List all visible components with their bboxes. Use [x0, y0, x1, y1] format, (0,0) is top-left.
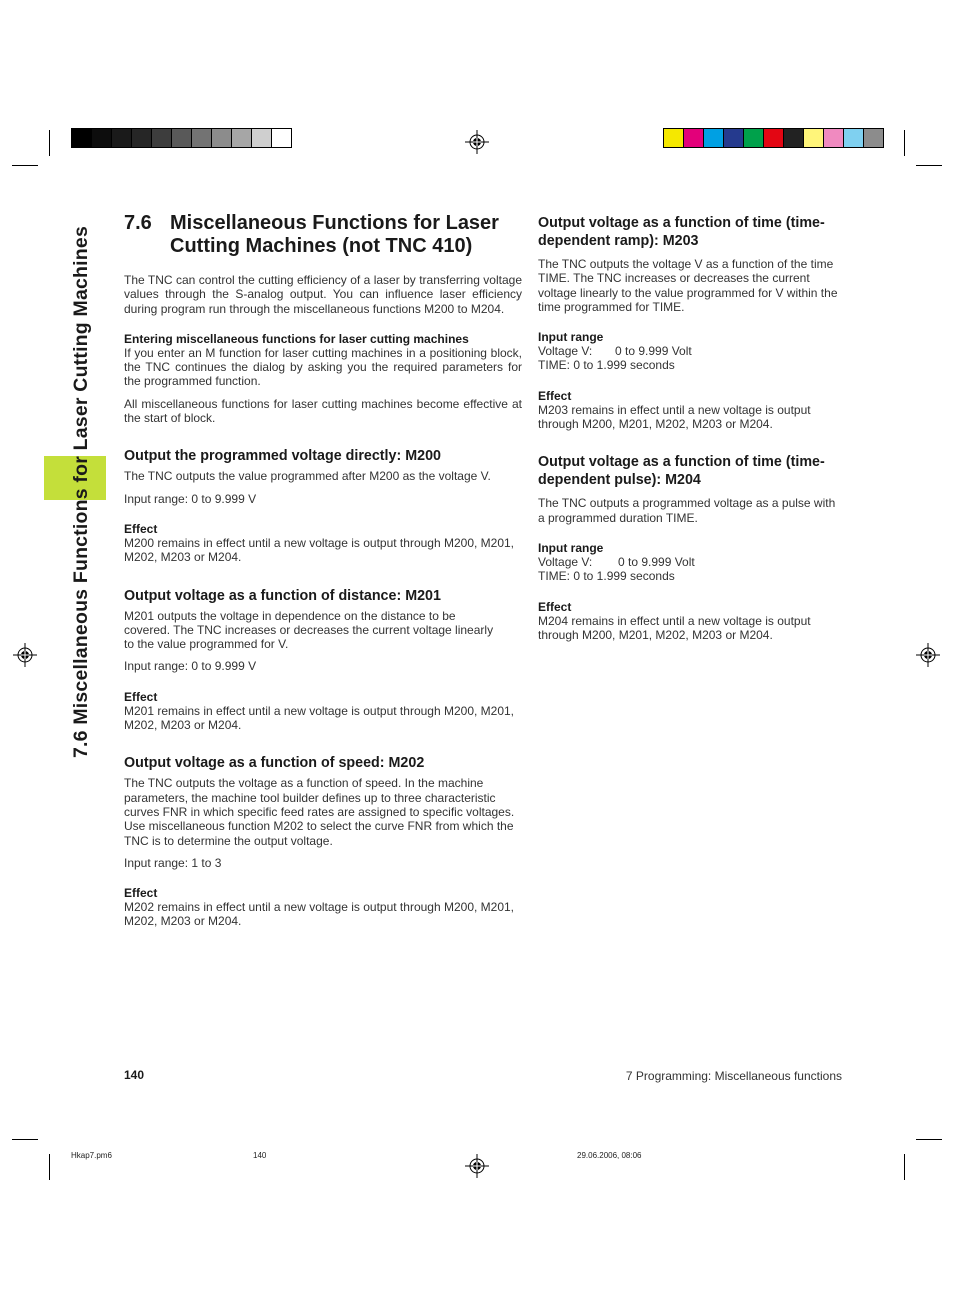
m202-range: Input range: 1 to 3: [124, 855, 222, 870]
m203-effect: M203 remains in effect until a new voltage is output through M200, M201, M202, M203 or M204.: [538, 402, 811, 432]
crop-mark: [49, 130, 50, 156]
chapter-heading: [124, 212, 524, 258]
m203-text: The TNC outputs the voltage V as a function of the time TIME. The TNC increases or decreases the current voltage linearly to the value programmed for V within the time programmed for TIME.: [538, 257, 838, 314]
m204-time: TIME: 0 to 1.999 seconds: [538, 569, 675, 584]
color-swatch: [72, 129, 92, 147]
color-swatch: [724, 129, 744, 147]
m202-effect: M202 remains in effect until a new voltage is output through M200, M201, M202, M203 or M204.: [124, 900, 515, 929]
color-swatch: [192, 129, 212, 147]
color-swatch: [112, 129, 132, 147]
grayscale-color-bar: [71, 128, 292, 148]
color-swatch: [252, 129, 272, 147]
m201-text: M201 outputs the voltage in dependence on the distance to be covered. The TNC increases or decreases the current voltage linearly to the value programmed for V.: [124, 608, 494, 652]
registration-mark-icon: [465, 130, 489, 154]
color-swatch: [844, 129, 864, 147]
m204-voltage-key: Voltage V:: [538, 554, 593, 569]
m200-effect: M200 remains in effect until a new voltage is output through M200, M201, M202, M203 or M204.: [124, 535, 515, 565]
color-swatch: [704, 129, 724, 147]
color-swatch: [172, 129, 192, 147]
entering-paragraph: If you enter an M function for laser cutting machines in a positioning block, the TNC continues the dialog by asking you the required parameters for the programmed function.: [124, 345, 522, 389]
color-swatch: [684, 129, 704, 147]
color-swatch: [744, 129, 764, 147]
m201-range: Input range: 0 to 9.999 V: [124, 659, 257, 674]
m204-effect: M204 remains in effect until a new voltage is output through M200, M201, M202, M203 or M204.: [538, 613, 811, 642]
color-swatch: [664, 129, 684, 147]
slug-page: 140: [253, 1151, 267, 1160]
crop-mark: [916, 1139, 942, 1140]
crop-mark: [12, 165, 38, 166]
vertical-section-title: 7.6 Miscellaneous Functions for Laser Cutting Machines: [70, 226, 92, 758]
color-swatch: [764, 129, 784, 147]
crop-mark: [904, 130, 905, 156]
footer-section-title: 7 Programming: Miscellaneous functions: [625, 1069, 842, 1083]
crop-mark: [49, 1154, 50, 1180]
m201-heading: Output voltage as a function of distance: M201: [124, 587, 441, 604]
intro-paragraph: The TNC can control the cutting efficiency of a laser by transferring voltage values through the S-analog output. You can influence laser efficiency during program run through the miscellaneous functions M200 to M204.: [124, 273, 522, 316]
color-swatch: [212, 129, 232, 147]
crop-mark: [916, 165, 942, 166]
right-column: [538, 214, 844, 642]
color-swatch: [232, 129, 252, 147]
m200-heading: Output the programmed voltage directly: M200: [124, 448, 441, 465]
crop-mark: [12, 1139, 38, 1140]
m203-effect-label: Effect: [538, 388, 572, 403]
m204-voltage-row: [538, 555, 844, 569]
m204-effect-label: Effect: [538, 599, 572, 614]
registration-mark-icon: [916, 643, 940, 667]
m203-voltage-key: Voltage V:: [538, 344, 593, 359]
m200-range: Input range: 0 to 9.999 V: [124, 491, 257, 506]
page-number: 140: [124, 1068, 145, 1082]
crop-mark: [904, 1154, 905, 1180]
m203-range-label: Input range: [538, 330, 604, 345]
entering-heading: Entering miscellaneous functions for laser cutting machines: [124, 331, 469, 346]
color-swatch: [864, 129, 883, 147]
color-swatch: [804, 129, 824, 147]
m202-heading: Output voltage as a function of speed: M202: [124, 755, 425, 772]
m204-voltage-value: 0 to 9.999 Volt: [618, 554, 695, 569]
m203-heading: Output voltage as a function of time (time-dependent ramp): M203: [538, 215, 825, 249]
m200-effect-label: Effect: [124, 521, 158, 536]
color-swatch: [784, 129, 804, 147]
m204-heading: Output voltage as a function of time (time-dependent pulse): M204: [538, 454, 825, 489]
registration-mark-icon: [465, 1154, 489, 1178]
registration-mark-icon: [13, 643, 37, 667]
m201-effect: M201 remains in effect until a new voltage is output through M200, M201, M202, M203 or M204.: [124, 703, 515, 733]
m203-voltage-value: 0 to 9.999 Volt: [615, 344, 692, 359]
m200-text: The TNC outputs the value programmed after M200 as the voltage V.: [124, 469, 491, 484]
m204-range-label: Input range: [538, 540, 604, 555]
m202-text: The TNC outputs the voltage as a function of speed. In the machine parameters, the machine tool builder defines up to three characteristic curves FNR in which specific feed rates are assigned to specific voltages. Use miscellaneous function M202 to select the curve FNR from which the TNC is to determine the output voltage.: [124, 776, 515, 848]
left-column: [124, 273, 522, 929]
slug-file-name: Hkap7.pm6: [71, 1151, 112, 1160]
entering-paragraph-2: All miscellaneous functions for laser cutting machines become effective at the start of block.: [124, 396, 522, 426]
color-swatch: [824, 129, 844, 147]
m202-effect-label: Effect: [124, 886, 158, 901]
m204-text: The TNC outputs a programmed voltage as a pulse with a programmed duration TIME.: [538, 496, 836, 525]
process-color-bar: [663, 128, 884, 148]
color-swatch: [132, 129, 152, 147]
m203-voltage-row: [538, 344, 844, 358]
slug-date: 29.06.2006, 08:06: [577, 1151, 642, 1160]
chapter-number: 7.6: [124, 212, 152, 234]
color-swatch: [272, 129, 291, 147]
m203-time: TIME: 0 to 1.999 seconds: [538, 358, 675, 373]
color-swatch: [152, 129, 172, 147]
chapter-title: Miscellaneous Functions for Laser Cutting Machines (not TNC 410): [170, 212, 499, 257]
m201-effect-label: Effect: [124, 689, 158, 704]
color-swatch: [92, 129, 112, 147]
